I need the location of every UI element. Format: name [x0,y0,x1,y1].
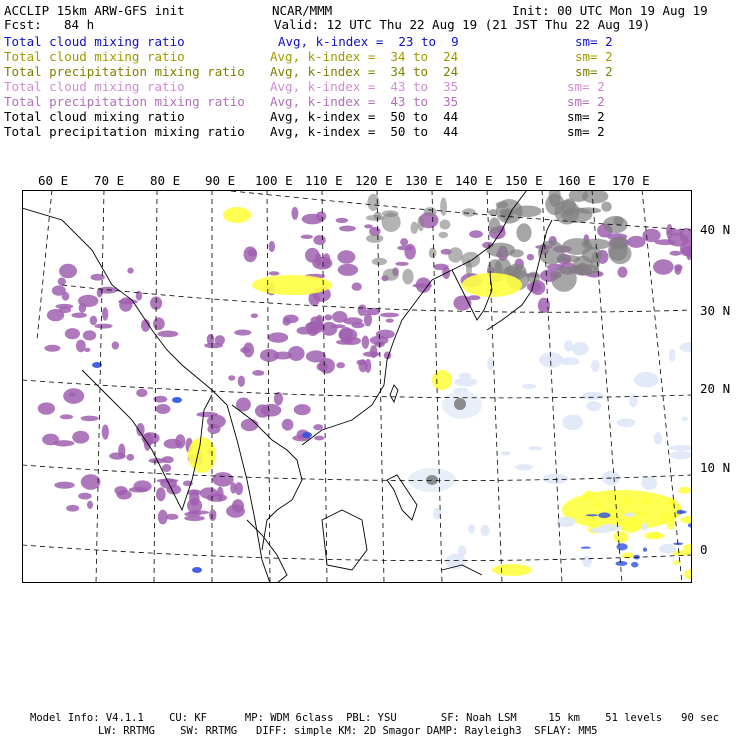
cloud-patch [62,292,70,301]
cloud-patch [291,207,298,220]
cloud-patch [184,512,201,517]
low-cloud-patch [670,451,692,459]
deep-cloud-patch [576,207,601,213]
low-cloud-patch [634,372,659,388]
deep-cloud-patch [603,216,628,233]
cloud-patch [212,472,233,487]
low-cloud-patch [591,360,600,372]
cloud-patch [324,314,332,320]
deep-cloud-patch [417,216,424,231]
cloud-patch [126,454,134,461]
low-cloud-core [676,510,683,515]
init-time: Init: 00 UTC Mon 19 Aug 19 [512,3,708,18]
cloud-patch [133,480,151,492]
field-name: Total cloud mixing ratio [4,49,185,64]
latitude-label: 40 N [700,222,731,237]
low-cloud-patch [617,418,636,427]
cloud-patch [397,246,413,251]
cloud-patch [251,313,258,318]
deep-cloud-patch [502,209,513,220]
low-cloud-patch [681,416,688,421]
cloud-patch [467,295,480,300]
cloud-patch [314,436,324,441]
low-cloud-patch [654,432,662,445]
cloud-patch [627,236,645,248]
longitude-label: 100 E [255,173,293,188]
model-info-line2: LW: RRTMG SW: RRTMG DIFF: simple KM: 2D Smagor DAMP: Rayleigh3 SFLAY: MM5 [98,725,598,737]
field-avg: Avg, k-index = 43 to 35 [270,94,459,109]
latitude-label: 0 [700,542,708,557]
low-cloud-core [581,546,591,548]
precip-patch [630,520,642,530]
deep-cloud-patch [562,238,592,255]
cloud-patch [78,493,92,500]
cloud-patch [204,343,223,349]
longitude-label: 150 E [505,173,543,188]
field-smoothing: sm= 2 [567,109,605,124]
cloud-patch [395,262,408,266]
low-cloud-patch [659,544,676,554]
low-cloud-patch [586,401,601,411]
precip-patch [623,497,633,506]
deep-cloud-patch [562,198,576,216]
cloud-patch [301,235,313,239]
field-smoothing: sm= 2 [575,34,613,49]
low-cloud-patch [487,357,494,370]
precip-patch [432,370,452,390]
longitude-label: 60 E [38,173,69,188]
cloud-patch [162,464,171,472]
cloud-patch [136,389,147,397]
cloud-patch [313,235,325,245]
low-cloud-patch [624,513,635,517]
cloud-patch [127,268,133,274]
cloud-patch [351,322,364,328]
cloud-patch [269,241,275,252]
cloud-patch [187,489,201,495]
low-cloud-core [598,512,610,518]
deep-cloud-patch [551,266,577,292]
cloud-patch [71,313,87,318]
low-cloud-patch [481,525,490,536]
longitude-label: 130 E [405,173,443,188]
cloud-patch [187,498,202,513]
cloud-patch [59,264,77,278]
cloud-patch [79,303,86,313]
model-title: ACCLIP 15km ARW-GFS init [4,3,185,18]
longitude-label: 110 E [305,173,343,188]
low-cloud-patch [641,523,648,531]
precip-patch [252,275,332,295]
cloud-patch [228,375,235,380]
cloud-patch [58,278,66,286]
field-avg: Avg, k-index = 50 to 44 [270,109,459,124]
deep-cloud-patch [366,234,383,243]
deep-cloud-patch [601,202,612,212]
cloud-patch [65,328,80,339]
latitude-label: 10 N [700,460,731,475]
cloud-patch [87,501,93,509]
deep-cloud-patch [577,262,588,274]
longitude-label: 90 E [205,173,236,188]
low-cloud-patch [522,384,536,389]
cloud-patch [338,264,359,276]
storm-core [426,475,438,485]
cloud-patch [54,482,74,489]
cloud-patch [319,358,335,374]
longitude-label: 70 E [94,173,125,188]
cloud-patch [294,404,311,415]
precip-patch [640,499,652,506]
low-cloud-patch [669,349,676,362]
field-avg: Avg, k-index = 50 to 44 [270,124,459,139]
cloud-patch [269,271,280,275]
cloud-patch [175,434,185,448]
cloud-patch [283,318,291,326]
cloud-patch [313,424,323,430]
cloud-patch [288,346,305,361]
low-cloud-patch [500,451,511,455]
cloud-patch [306,322,322,335]
cloud-patch [527,254,534,261]
field-smoothing: sm= 2 [567,124,605,139]
cloud-patch [157,331,178,338]
cloud-patch [206,494,227,502]
precip-patch [614,531,629,543]
cloud-patch [362,335,370,348]
deep-cloud-patch [366,215,385,221]
low-cloud-core [631,562,638,568]
low-cloud-patch [590,527,612,533]
precip-patch [673,560,680,564]
deep-cloud-patch [448,247,463,262]
precip-patch [615,503,623,512]
latitude-label: 30 N [700,303,731,318]
deep-cloud-patch [438,232,448,238]
forecast-map [22,190,692,583]
cloud-patch [674,264,682,271]
latitude-label: 20 N [700,381,731,396]
cloud-patch [153,317,165,330]
cloud-patch [365,359,372,373]
forecast-hours: 84 h [64,17,95,32]
deep-cloud-patch [383,269,399,281]
cloud-patch [244,246,257,262]
cloud-patch [469,230,483,238]
deep-cloud-patch [429,247,437,258]
low-cloud-patch [529,446,543,450]
cloud-patch [226,505,245,518]
cloud-patch [44,345,60,352]
longitude-label: 170 E [612,173,650,188]
field-name: Total cloud mixing ratio [4,79,185,94]
cloud-patch [260,349,279,362]
cloud-patch [241,419,259,431]
precip-patch [659,513,675,522]
field-avg: Avg, k-index = 34 to 24 [270,64,459,79]
field-smoothing: sm= 2 [567,79,605,94]
cloud-patch [400,238,408,246]
cloud-patch [42,434,59,446]
low-cloud-patch [582,556,592,567]
low-cloud-patch [572,342,589,356]
cloud-patch [209,509,216,521]
deep-cloud-patch [488,209,497,216]
cloud-patch [668,233,689,246]
longitude-label: 160 E [558,173,596,188]
precip-patch [678,487,691,494]
precip-patch [462,273,522,297]
deep-cloud-patch [591,252,600,271]
cloud-patch [102,424,109,439]
cloud-patch [238,376,245,387]
deep-cloud-patch [527,272,540,284]
deep-cloud-patch [424,207,437,217]
cloud-patch [302,214,324,225]
storm-core [454,398,466,410]
low-cloud-patch [454,378,477,386]
cloud-patch [112,341,119,349]
deep-cloud-patch [486,243,515,257]
deep-cloud-patch [489,217,500,233]
model-info-line1: Model Info: V4.1.1 CU: KF MP: WDM 6class PBL: YSU SF: Noah LSM 15 km 51 levels 90 sec [30,712,720,724]
cloud-patch [336,218,348,223]
cloud-patch [234,330,251,336]
cloud-patch [60,414,73,419]
field-name: Total precipitation mixing ratio [4,124,245,139]
low-cloud-core [615,561,627,566]
cloud-patch [94,324,112,329]
low-cloud-core [302,432,312,438]
deep-cloud-patch [611,237,628,247]
field-smoothing: sm= 2 [575,49,613,64]
cloud-patch [136,291,142,301]
field-smoothing: sm= 2 [575,64,613,79]
cloud-patch [109,452,126,459]
field-smoothing: sm= 2 [567,94,605,109]
deep-cloud-patch [382,210,399,217]
cloud-patch [136,423,144,436]
cloud-patch [66,505,79,512]
cloud-patch [252,370,264,376]
field-name: Total precipitation mixing ratio [4,64,245,79]
low-cloud-core [192,567,202,573]
cloud-patch [337,250,355,263]
cloud-patch [339,225,356,231]
cloud-patch [156,487,166,501]
low-cloud-core [172,397,182,403]
cloud-patch [38,402,55,414]
cloud-patch [55,304,73,309]
cloud-patch [670,251,682,256]
deep-cloud-patch [402,269,413,285]
low-cloud-patch [561,357,580,365]
cloud-patch [380,313,399,318]
cloud-patch [83,330,96,340]
cloud-patch [416,277,431,293]
cloud-patch [653,259,674,274]
deep-cloud-patch [372,258,387,266]
cloud-patch [282,419,294,431]
low-cloud-patch [564,340,573,351]
cloud-patch [69,392,76,396]
low-cloud-core [643,547,647,551]
valid-time: Valid: 12 UTC Thu 22 Aug 19 (21 JST Thu 22 Aug 19) [274,17,651,32]
cloud-patch [261,404,282,417]
precip-patch [583,491,595,500]
field-name: Total precipitation mixing ratio [4,94,245,109]
cloud-patch [47,309,64,321]
deep-cloud-patch [440,219,451,229]
field-name: Total cloud mixing ratio [4,109,185,124]
low-cloud-patch [641,476,657,490]
cloud-patch [268,332,289,342]
deep-cloud-patch [411,222,419,234]
cloud-patch [90,316,97,325]
longitude-label: 120 E [355,173,393,188]
deep-cloud-patch [440,197,447,215]
precip-patch [492,564,532,576]
field-name: Total cloud mixing ratio [4,34,185,49]
precip-patch [223,207,251,223]
cloud-patch [158,510,168,525]
cloud-patch [336,362,345,368]
precip-patch [593,501,601,509]
forecast-label: Fcst: [4,17,42,32]
cloud-patch [81,416,99,422]
low-cloud-patch [468,524,475,534]
cloud-patch [240,347,250,353]
field-avg: Avg, k-index = 23 to 9 [278,34,459,49]
cloud-patch [207,415,226,429]
cloud-patch [102,307,108,320]
precip-patch [665,498,677,506]
cloud-patch [376,330,395,339]
low-cloud-patch [582,392,604,400]
low-cloud-core [617,543,628,550]
cloud-patch [352,283,362,291]
cloud-patch [339,327,353,342]
longitude-label: 80 E [150,173,181,188]
low-cloud-patch [515,464,533,470]
precip-patch [647,532,663,538]
cloud-patch [617,267,627,278]
cloud-patch [358,304,367,315]
low-cloud-core [586,514,598,516]
cloud-patch [363,351,380,357]
cloud-patch [312,257,332,270]
cloud-patch [116,490,131,500]
cloud-patch [155,404,170,414]
cloud-patch [84,348,90,352]
deep-cloud-patch [545,194,564,215]
field-avg: Avg, k-index = 43 to 35 [270,79,459,94]
cloud-patch [642,229,660,242]
cloud-patch [235,482,243,495]
cloud-patch [72,431,89,444]
precip-patch [587,516,595,527]
low-cloud-patch [543,474,568,484]
org-label: NCAR/MMM [272,3,333,18]
deep-cloud-patch [516,223,531,242]
precip-patch [633,511,647,518]
low-cloud-patch [562,414,583,430]
cloud-patch [386,319,394,323]
field-avg: Avg, k-index = 34 to 24 [270,49,459,64]
cloud-patch [433,264,448,271]
deep-cloud-patch [538,240,565,264]
longitude-label: 140 E [455,173,493,188]
